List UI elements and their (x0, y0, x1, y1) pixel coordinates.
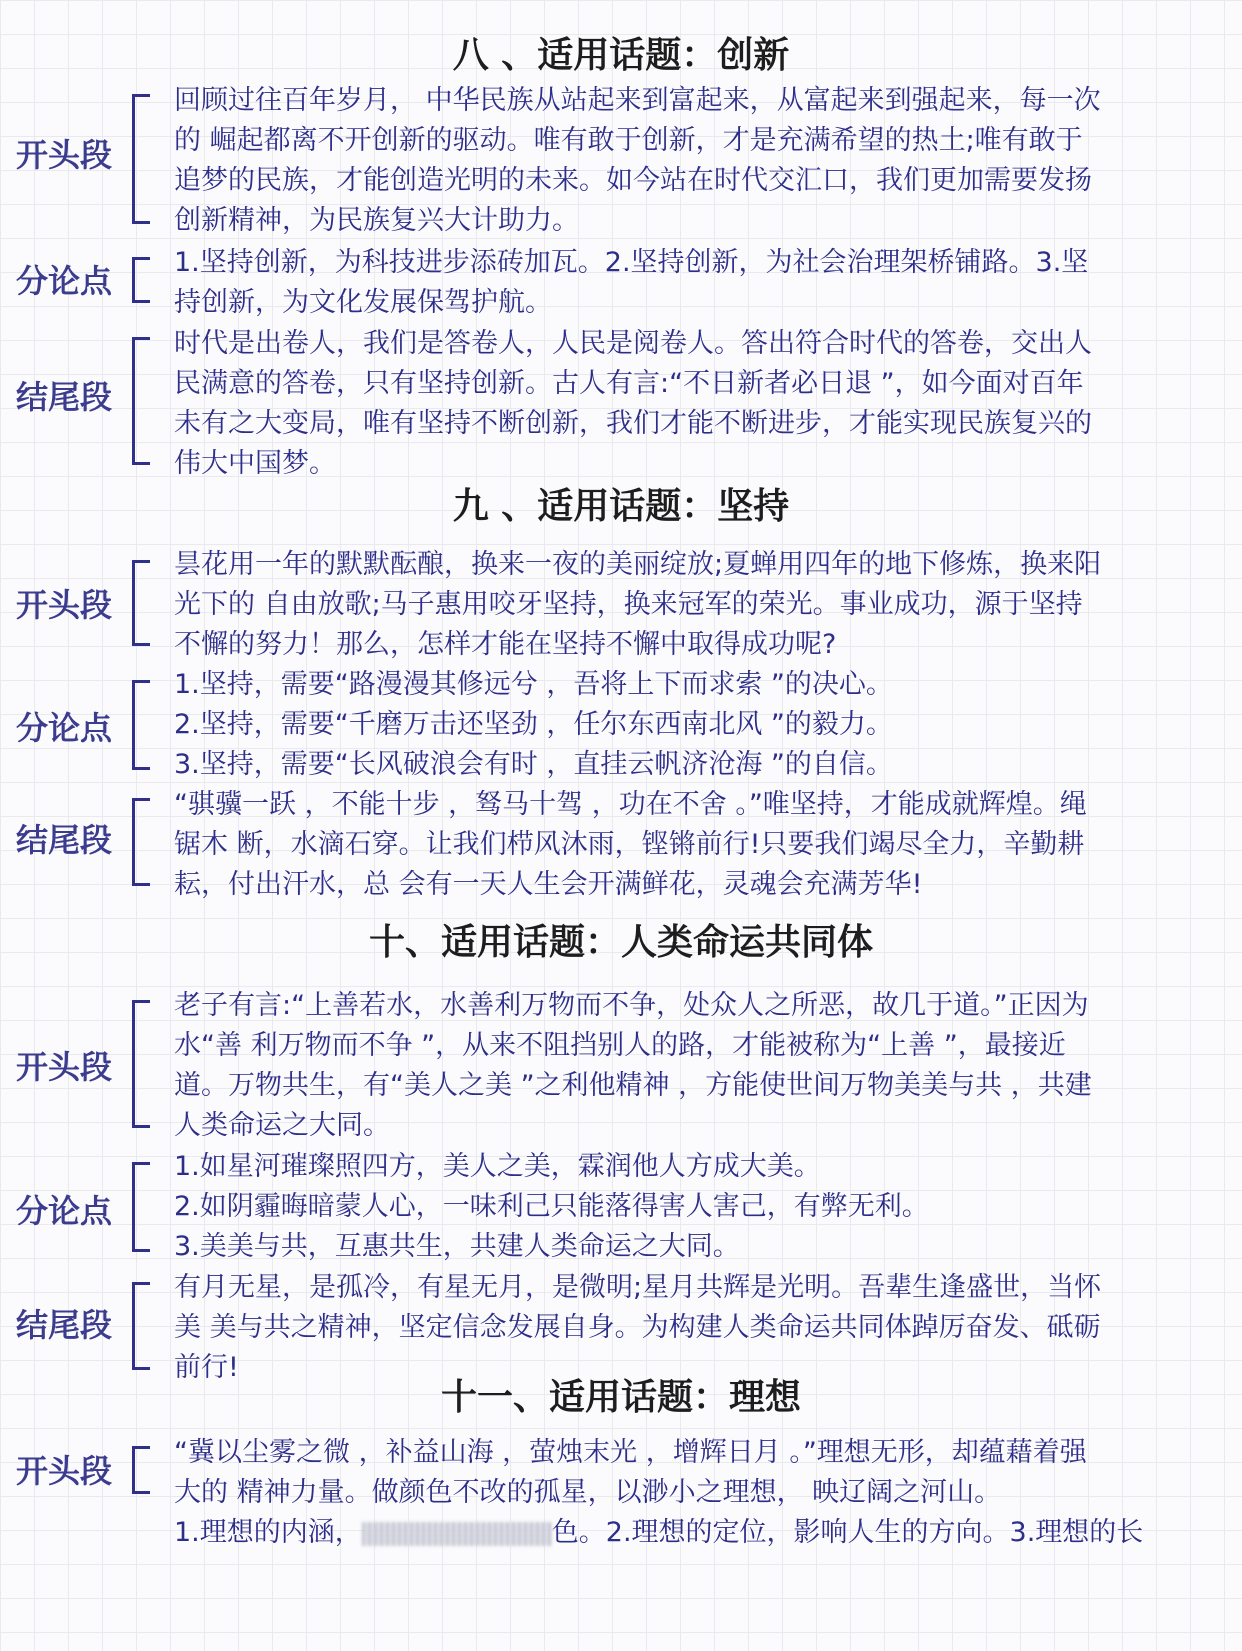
text-line: 耘，付出汗水，总 会有一天人生会开满鲜花，灵魂会充满芳华! (174, 869, 923, 900)
text-line: 老子有言:“上善若水，水善利万物而不争，处众人之所恶，故几于道。”正因为 (174, 990, 1089, 1021)
ending-label: 结尾段 (16, 821, 113, 859)
text-line: 的 崛起都离不开创新的驱动。唯有敢于创新，才是充满希望的热土;唯有敢于 (174, 125, 1083, 156)
text-line: 人类命运之大同。 (174, 1110, 390, 1141)
text-line: 锯木 断，水滴石穿。让我们栉风沐雨，铿锵前行!只要我们竭尽全力，辛勤耕 (174, 829, 1085, 860)
text-line: 伟大中国梦。 (174, 448, 336, 479)
text-line: 3.坚持，需要“长风破浪会有时 ，直挂云帆济沧海 ”的自信。 (174, 749, 893, 780)
text-line: 前行! (174, 1352, 239, 1383)
text-line: 2.坚持，需要“千磨万击还坚劲 ，任尔东西南北风 ”的毅力。 (174, 709, 893, 740)
text-line: 水“善 利万物而不争 ”，从来不阻挡别人的路，才能被称为“上善 ”，最接近 (174, 1030, 1066, 1061)
section-title: 十、适用话题：人类命运共同体 (368, 922, 873, 963)
text-line: 大的 精神力量。做颜色不改的孤星，以渺小之理想， 映辽阔之河山。 (174, 1477, 1002, 1508)
opening-label: 开头段 (16, 586, 113, 624)
text-fragment: 1.理想的内涵， (174, 1517, 362, 1548)
text-line: “骐骥一跃 ，不能十步 ，驽马十驾 ，功在不舍 。”唯坚持，才能成就辉煌。绳 (174, 789, 1087, 820)
bracket (132, 1446, 153, 1494)
bracket (132, 257, 153, 303)
text-line: 创新精神，为民族复兴大计助力。 (174, 205, 579, 236)
bracket (132, 1282, 153, 1370)
text-line: “冀以尘雾之微 ，补益山海 ，萤烛末光 ，增辉日月 。”理想无形，却蕴藉着强 (174, 1437, 1087, 1468)
text-line: 1.如星河璀璨照四方，美人之美，霖润他人方成大美。 (174, 1151, 821, 1182)
opening-label: 开头段 (16, 1452, 113, 1490)
text-line: 1.坚持创新，为科技进步添砖加瓦。2.坚持创新，为社会治理架桥铺路。3.坚 (174, 247, 1089, 278)
opening-label: 开头段 (16, 1048, 113, 1086)
text-line: 1.坚持，需要“路漫漫其修远兮 ，吾将上下而求索 ”的决心。 (174, 669, 893, 700)
bracket (132, 560, 153, 646)
ending-label: 结尾段 (16, 1306, 113, 1344)
bracket (132, 1000, 153, 1128)
text-line: 回顾过往百年岁月， 中华民族从站起来到富起来，从富起来到强起来，每一次 (174, 85, 1101, 116)
points-label: 分论点 (16, 1192, 113, 1230)
text-line: 未有之大变局，唯有坚持不断创新，我们才能不断进步，才能实现民族复兴的 (174, 408, 1092, 439)
section-title: 九 、适用话题：坚持 (452, 486, 790, 527)
ending-label: 结尾段 (16, 378, 113, 416)
bracket (132, 680, 153, 770)
text-line: 3.美美与共，互惠共生，共建人类命运之大同。 (174, 1231, 740, 1262)
section-title: 八 、适用话题：创新 (452, 35, 790, 76)
text-line: 有月无星，是孤冷，有星无月，是微明;星月共辉是光明。吾辈生逢盛世，当怀 (174, 1272, 1102, 1303)
text-line: 追梦的民族，才能创造光明的未来。如今站在时代交汇口，我们更加需要发扬 (174, 165, 1092, 196)
opening-label: 开头段 (16, 136, 113, 174)
text-line: 昙花用一年的默默酝酿，换来一夜的美丽绽放;夏蝉用四年的地下修炼，换来阳 (174, 549, 1102, 580)
section-title: 十一、适用话题：理想 (440, 1377, 801, 1418)
bracket (132, 337, 153, 465)
text-line: 道。万物共生，有“美人之美 ”之利他精神 ，方能使世间万物美美与共 ，共建 (174, 1070, 1092, 1101)
points-label: 分论点 (16, 262, 113, 300)
text-line: 不懈的努力！那么，怎样才能在坚持不懈中取得成功呢? (174, 629, 837, 660)
text-line: 美 美与共之精神，坚定信念发展自身。为构建人类命运共同体踔厉奋发、砥砺 (174, 1312, 1101, 1343)
bracket (132, 798, 153, 886)
text-line: 光下的 自由放歌;马子惠用咬牙坚持，换来冠军的荣光。事业成功，源于坚持 (174, 589, 1083, 620)
text-line: 时代是出卷人，我们是答卷人，人民是阅卷人。答出符合时代的答卷，交出人 (174, 328, 1092, 359)
blurred-text (362, 1522, 552, 1546)
text-fragment: 色。2.理想的定位，影响人生的方向。3.理想的长 (551, 1517, 1144, 1548)
bracket (132, 1162, 153, 1252)
text-line-partial (174, 1514, 1143, 1552)
text-line: 民满意的答卷，只有坚持创新。古人有言:“不日新者必日退 ”，如今面对百年 (174, 368, 1084, 399)
text-line: 2.如阴霾晦暗蒙人心，一味利己只能落得害人害己，有弊无利。 (174, 1191, 929, 1222)
points-label: 分论点 (16, 709, 113, 747)
text-line: 持创新，为文化发展保驾护航。 (174, 287, 552, 318)
bracket (132, 94, 153, 224)
